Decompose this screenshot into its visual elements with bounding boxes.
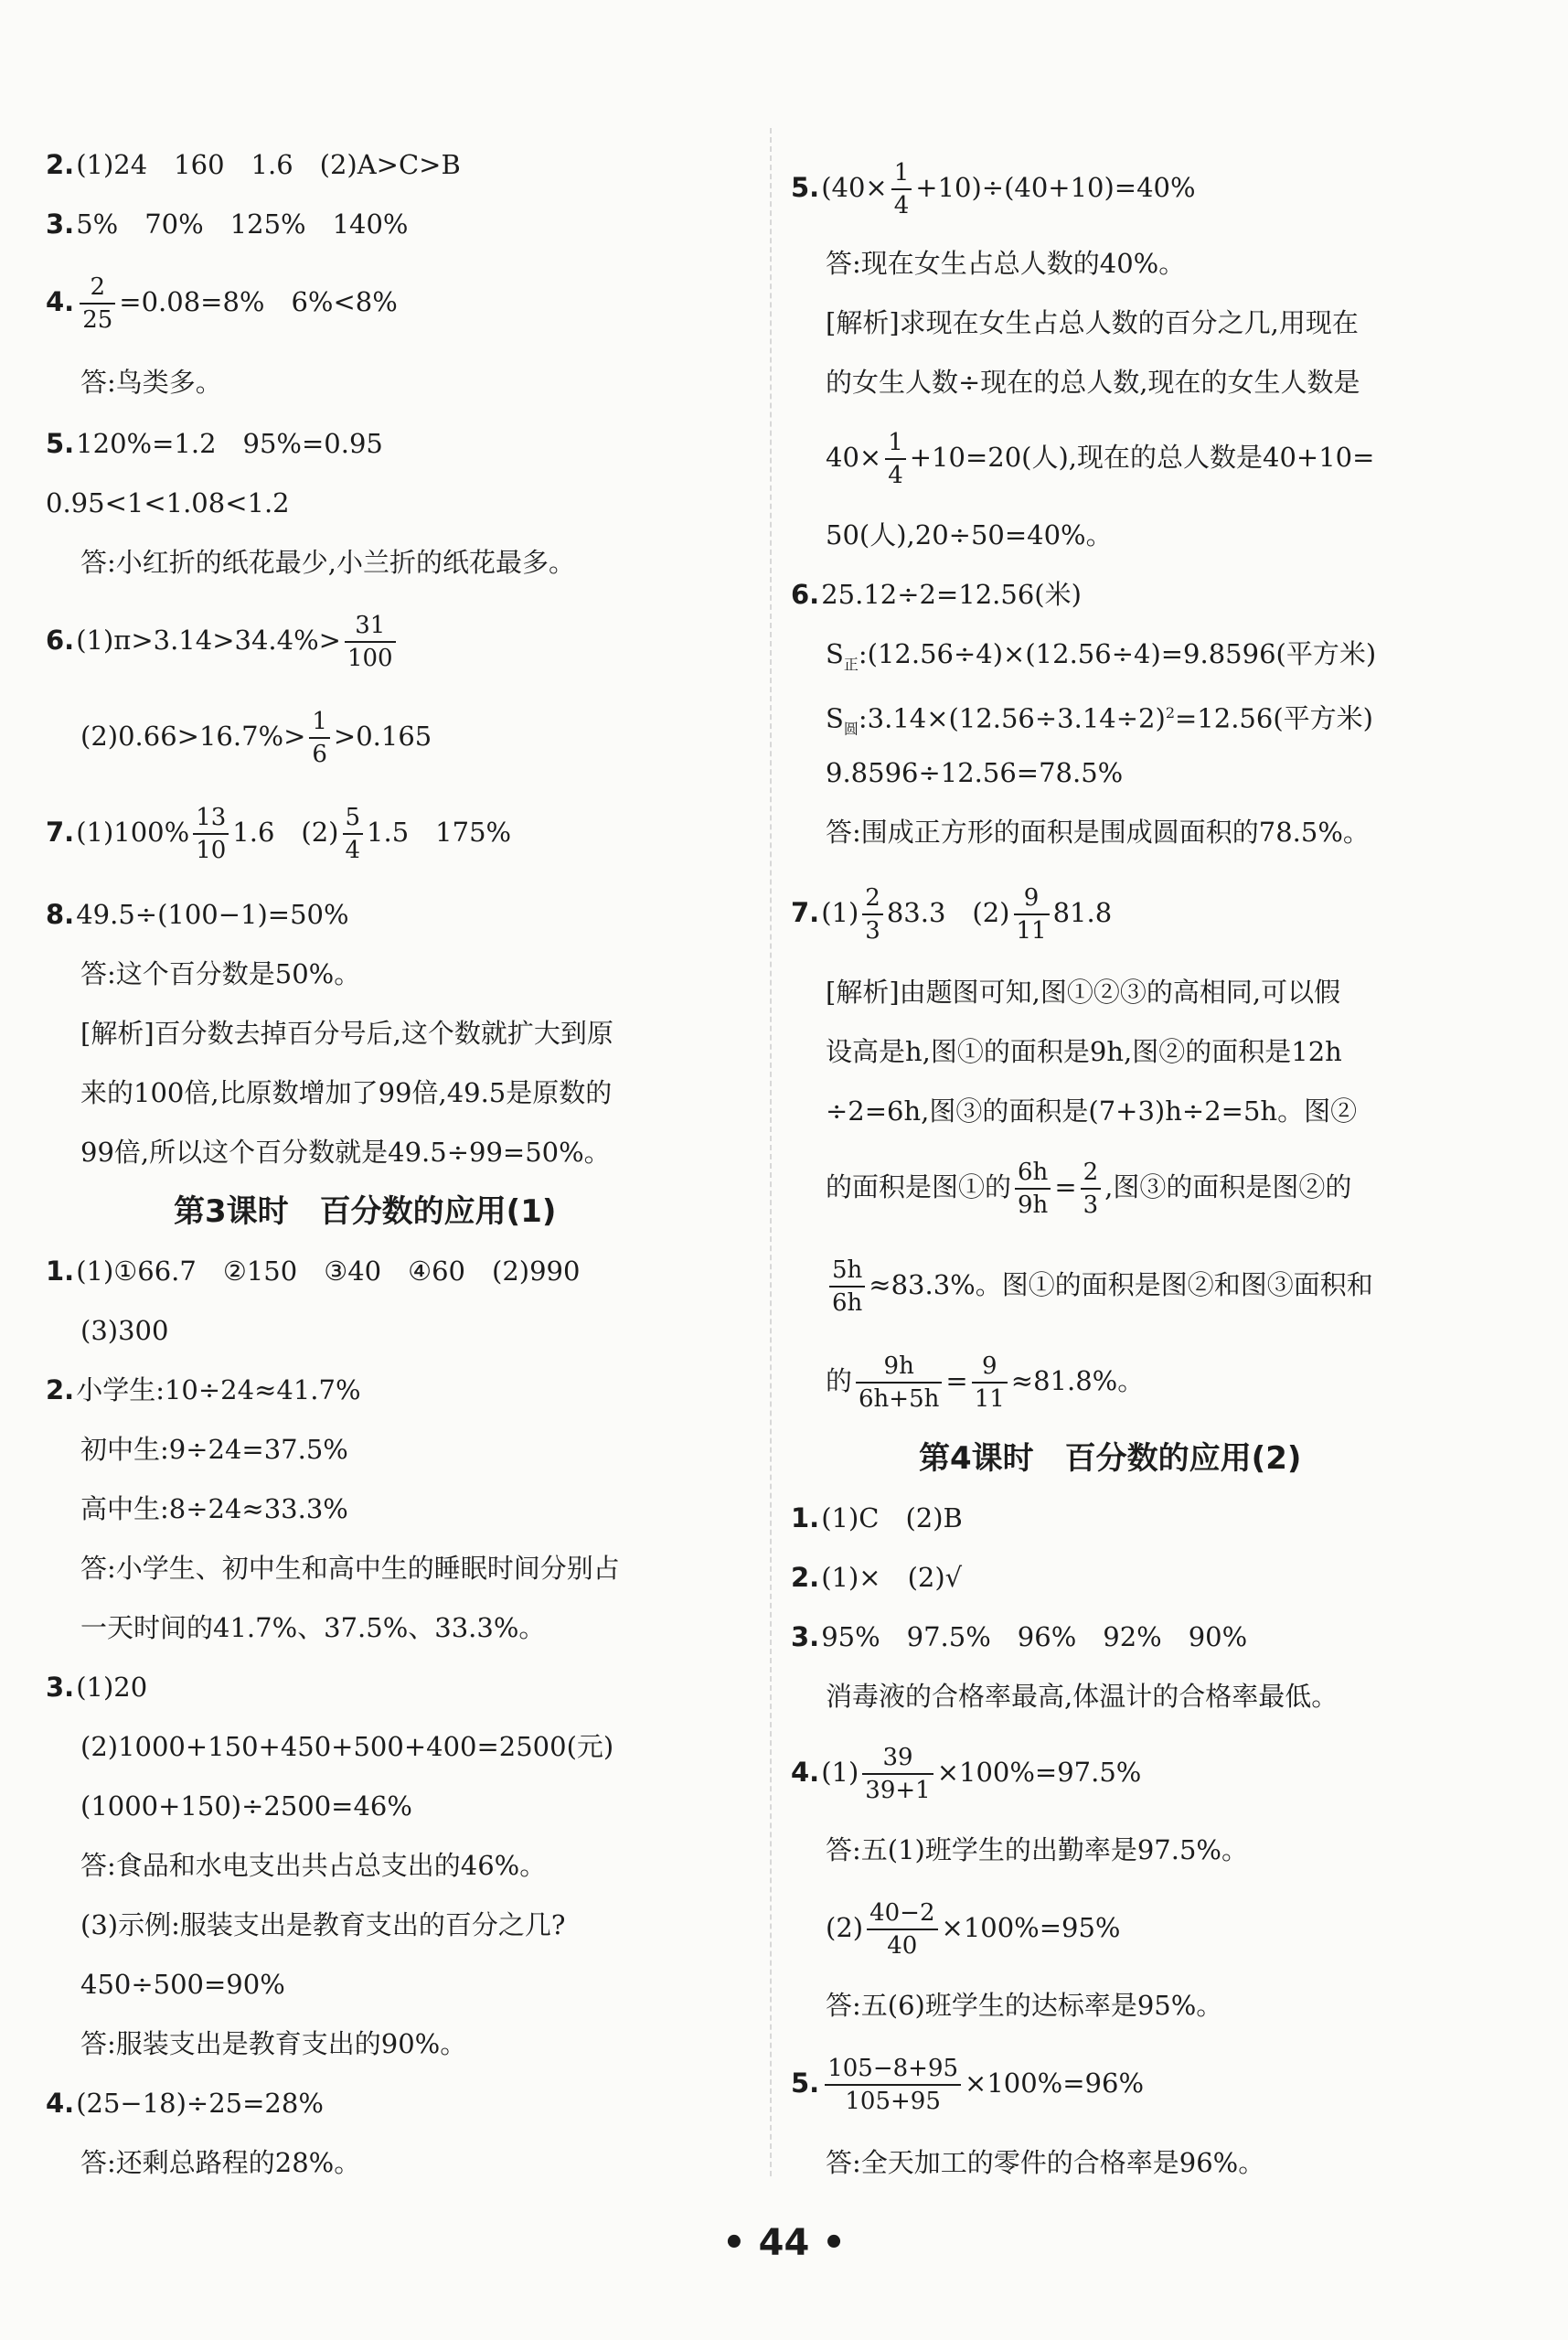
fraction: $\frac{5}{4}$ bbox=[343, 802, 364, 866]
r-q7-analysis: 的面积是图①的 $\frac{6h}{9h}$ = $\frac{2}{3}$ ,图③的面积是图②的 bbox=[826, 1159, 1352, 1219]
l-s3-answer: 答:服装支出是教育支出的90%。 bbox=[80, 2028, 467, 2059]
fraction: $\frac{2}{25}$ bbox=[80, 272, 115, 336]
l-s2-line: 高中生:8÷24≈33.3% bbox=[80, 1493, 348, 1524]
l-q5-answer: 答:小红折的纸花最少,小兰折的纸花最多。 bbox=[80, 547, 575, 578]
fraction: $\frac{6h}{9h}$ bbox=[1015, 1157, 1051, 1221]
l-q6: 6.(1)π>3.14>34.4%> $\frac{31}{100}$ bbox=[46, 604, 400, 677]
r-q7-analysis: [解析]由题图可知,图①②③的高相同,可以假 bbox=[826, 977, 1341, 1008]
r-t4-line: (2) $\frac{40-2}{40}$ ×100%=95% bbox=[826, 1899, 1121, 1960]
r-q7: 7.(1) $\frac{2}{3}$ 83.3 (2) $\frac{9}{11}$ 81.8 bbox=[791, 884, 1113, 945]
fraction: $\frac{9}{11}$ bbox=[1014, 882, 1050, 946]
r-q6-line: $S_正:(12.56\div 4)\times(12.56\div 4)=9.8596$(平方米) bbox=[826, 638, 1377, 673]
page-number: • 44 • bbox=[722, 2222, 846, 2264]
l-q7: 7.(1)100% $\frac{13}{10}$ 1.6 (2) $\frac{5}{4}$ 1.5 175% bbox=[46, 804, 512, 864]
l-q4: 4. $\frac{2}{25}$ =0.08=8% 6%<8% bbox=[46, 273, 398, 334]
fraction: $\frac{1}{6}$ bbox=[309, 706, 330, 770]
r-q6-line: $S_圆:3.14\times(12.56\div 3.14\div 2)^2=12.56$(平方米) bbox=[826, 702, 1373, 738]
section-heading: 第3课时 百分数的应用(1) bbox=[174, 1193, 557, 1230]
r-t1: 1.(1)C (2)B bbox=[791, 1502, 963, 1533]
l-q6-line2: (2)0.66>16.7%> $\frac{1}{6}$ >0.165 bbox=[80, 708, 432, 768]
l-s4-answer: 答:还剩总路程的28%。 bbox=[80, 2147, 361, 2178]
l-s1: 1.(1)①66.7 ②150 ③40 ④60 (2)990 bbox=[46, 1255, 581, 1287]
r-t5-answer: 答:全天加工的零件的合格率是96%。 bbox=[826, 2147, 1265, 2178]
l-s3-line: (3)示例:服装支出是教育支出的百分之几? bbox=[80, 1909, 566, 1940]
r-q5: 5.(40× $\frac{1}{4}$ +10)÷(40+10)=40% bbox=[791, 159, 1196, 219]
column-divider bbox=[770, 128, 772, 2176]
l-s2-line: 初中生:9÷24=37.5% bbox=[80, 1434, 348, 1465]
r-t4: 4.(1) $\frac{39}{39+1}$ ×100%=97.5% bbox=[791, 1744, 1142, 1804]
l-s3-line: 450÷500=90% bbox=[80, 1969, 285, 2000]
l-q8: 8.49.5÷(100−1)=50% bbox=[46, 899, 349, 930]
fraction: $\frac{5h}{6h}$ bbox=[829, 1255, 865, 1319]
fraction: $\frac{31}{100}$ bbox=[345, 610, 396, 674]
r-q6: 6.25.12÷2=12.56(米) bbox=[791, 579, 1082, 610]
l-s1-line2: (3)300 bbox=[80, 1315, 169, 1346]
r-q7-analysis: $\frac{5h}{6h}$ ≈83.3%。图①的面积是图②和图③面积和 bbox=[791, 1248, 1373, 1321]
fraction: $\frac{9h}{6h+5h}$ bbox=[856, 1351, 942, 1415]
r-q5-analysis: 40× $\frac{1}{4}$ +10=20(人),现在的总人数是40+10= bbox=[826, 429, 1375, 489]
r-q5-analysis: [解析]求现在女生占总人数的百分之几,用现在 bbox=[826, 307, 1359, 338]
r-t3: 3.95% 97.5% 96% 92% 90% bbox=[791, 1621, 1248, 1652]
r-q6-line: 9.8596÷12.56=78.5% bbox=[826, 757, 1124, 788]
l-q3: 3.5% 70% 125% 140% bbox=[46, 208, 409, 240]
l-s3-line: (2)1000+150+450+500+400=2500(元) bbox=[80, 1731, 614, 1762]
l-q8-analysis: 99倍,所以这个百分数就是49.5÷99=50%。 bbox=[80, 1137, 611, 1168]
l-q8-analysis: [解析]百分数去掉百分号后,这个数就扩大到原 bbox=[80, 1018, 613, 1049]
l-q8-answer: 答:这个百分数是50%。 bbox=[80, 958, 361, 989]
l-q8-analysis: 来的100倍,比原数增加了99倍,49.5是原数的 bbox=[80, 1077, 613, 1108]
fraction: $\frac{1}{4}$ bbox=[885, 427, 906, 491]
r-t4-answer: 答:五(6)班学生的达标率是95%。 bbox=[826, 1990, 1223, 2021]
r-q7-analysis: 的 $\frac{9h}{6h+5h}$ = $\frac{9}{11}$ ≈81.8%。 bbox=[826, 1352, 1145, 1413]
l-s4: 4.(25−18)÷25=28% bbox=[46, 2088, 324, 2119]
l-s2: 2.小学生:10÷24≈41.7% bbox=[46, 1374, 361, 1405]
r-q7-analysis: 设高是h,图①的面积是9h,图②的面积是12h bbox=[826, 1036, 1342, 1067]
fraction: $\frac{2}{3}$ bbox=[862, 882, 883, 946]
r-t3-line: 消毒液的合格率最高,体温计的合格率最低。 bbox=[826, 1681, 1339, 1712]
r-q5-answer: 答:现在女生占总人数的40%。 bbox=[826, 248, 1186, 279]
l-s3: 3.(1)20 bbox=[46, 1672, 148, 1703]
l-q5: 5.120%=1.2 95%=0.95 bbox=[46, 428, 383, 459]
r-t4-answer: 答:五(1)班学生的出勤率是97.5%。 bbox=[826, 1834, 1248, 1865]
l-q5-line2: 0.95<1<1.08<1.2 bbox=[46, 487, 290, 518]
fraction: $\frac{9}{11}$ bbox=[972, 1351, 1008, 1415]
l-s3-answer: 答:食品和水电支出共占总支出的46%。 bbox=[80, 1850, 547, 1881]
r-t2: 2.(1)× (2)√ bbox=[791, 1562, 963, 1593]
r-t5: 5. $\frac{105-8+95}{105+95}$ ×100%=96% bbox=[791, 2055, 1144, 2115]
l-s2-answer: 一天时间的41.7%、37.5%、33.3%。 bbox=[80, 1612, 546, 1643]
fraction: $\frac{2}{3}$ bbox=[1081, 1157, 1102, 1221]
r-q7-analysis: ÷2=6h,图③的面积是(7+3)h÷2=5h。图② bbox=[826, 1095, 1358, 1127]
l-s2-answer: 答:小学生、初中生和高中生的睡眠时间分别占 bbox=[80, 1553, 620, 1584]
l-s3-line: (1000+150)÷2500=46% bbox=[80, 1790, 412, 1822]
fraction: $\frac{1}{4}$ bbox=[891, 157, 912, 221]
l-q4-answer: 答:鸟类多。 bbox=[80, 367, 222, 398]
r-q6-answer: 答:围成正方形的面积是围成圆面积的78.5%。 bbox=[826, 817, 1370, 848]
r-q5-analysis: 50(人),20÷50=40%。 bbox=[826, 519, 1113, 550]
fraction: $\frac{39}{39+1}$ bbox=[862, 1742, 933, 1806]
fraction: $\frac{40-2}{40}$ bbox=[867, 1897, 937, 1961]
l-q2: 2.(1)24 160 1.6 (2)A>C>B bbox=[46, 149, 461, 180]
fraction: $\frac{13}{10}$ bbox=[193, 802, 229, 866]
r-q5-analysis: 的女生人数÷现在的总人数,现在的女生人数是 bbox=[826, 367, 1360, 398]
fraction: $\frac{105-8+95}{105+95}$ bbox=[825, 2053, 961, 2117]
section-heading: 第4课时 百分数的应用(2) bbox=[919, 1440, 1302, 1477]
